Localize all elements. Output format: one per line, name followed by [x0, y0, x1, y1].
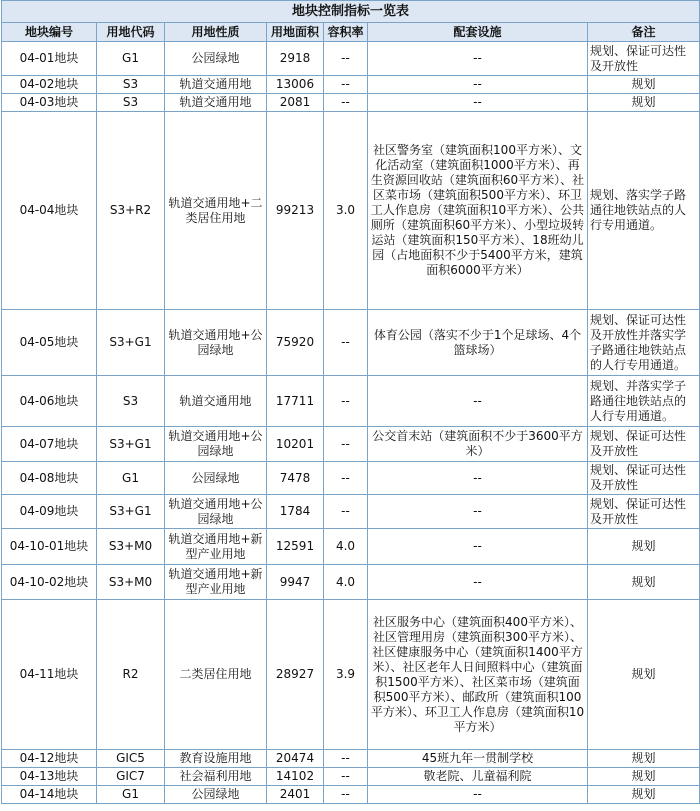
cell-id: 04-04地块: [2, 112, 97, 310]
cell-area: 12591: [267, 529, 324, 565]
cell-far: --: [324, 376, 368, 427]
table-row: [2, 529, 700, 565]
cell-id: 04-08地块: [2, 462, 97, 495]
cell-code: S3+G1: [97, 427, 165, 462]
cell-area: 17711: [267, 376, 324, 427]
cell-code: S3+R2: [97, 112, 165, 310]
table-row: [2, 750, 700, 768]
cell-notes: 规划: [588, 600, 700, 750]
table-row: [2, 112, 700, 310]
cell-use: 轨道交通用地+公园绿地: [165, 310, 267, 376]
cell-use: 公园绿地: [165, 42, 267, 76]
cell-notes: 规划、保证可达性及开放性: [588, 42, 700, 76]
table-title: 地块控制指标一览表: [2, 1, 700, 23]
cell-use: 轨道交通用地: [165, 376, 267, 427]
table-row: [2, 768, 700, 786]
header-code: 用地代码: [97, 23, 165, 42]
cell-code: S3+G1: [97, 495, 165, 529]
cell-use: 轨道交通用地: [165, 76, 267, 94]
table-row: [2, 42, 700, 76]
cell-notes: 规划、保证可达性及开放性: [588, 427, 700, 462]
cell-use: 教育设施用地: [165, 750, 267, 768]
cell-far: 3.0: [324, 112, 368, 310]
cell-id: 04-13地块: [2, 768, 97, 786]
cell-facility: 社区警务室（建筑面积100平方米）、文化活动室（建筑面积1000平方米）、再生资源回收站（建筑面积60平方米）、社区菜市场（建筑面积500平方米）、环卫工人作息房（建筑面积10平方米）、公共厕所（建筑面积60平方米）、小型垃圾转运站（建筑面积150平方米）、18班幼儿园（占地面积不少于5400平方米，建筑面积6000平方米）: [368, 112, 588, 310]
table-row: [2, 495, 700, 529]
cell-facility: --: [368, 495, 588, 529]
header-facility: 配套设施: [368, 23, 588, 42]
cell-code: G1: [97, 786, 165, 804]
cell-far: --: [324, 495, 368, 529]
cell-facility: --: [368, 94, 588, 112]
cell-notes: 规划: [588, 565, 700, 600]
cell-area: 13006: [267, 76, 324, 94]
cell-facility: --: [368, 42, 588, 76]
table-row: [2, 786, 700, 804]
cell-id: 04-03地块: [2, 94, 97, 112]
cell-far: --: [324, 42, 368, 76]
cell-code: G1: [97, 462, 165, 495]
cell-notes: 规划、保证可达性及开放性并落实学子路通往地铁站点的人行专用通道。: [588, 310, 700, 376]
cell-facility: 社区服务中心（建筑面积400平方米）、社区管理用房（建筑面积300平方米）、社区健康服务中心（建筑面积1400平方米）、社区老年人日间照料中心（建筑面积1500平方米）、社区菜市场（建筑面积500平方米）、邮政所（建筑面积100平方米）、环卫工人作息房（建筑面积10平方米）: [368, 600, 588, 750]
cell-id: 04-10-02地块: [2, 565, 97, 600]
cell-facility: --: [368, 565, 588, 600]
cell-facility: --: [368, 786, 588, 804]
cell-notes: 规划、保证可达性及开放性: [588, 495, 700, 529]
cell-facility: --: [368, 462, 588, 495]
table-row: [2, 310, 700, 376]
cell-notes: 规划: [588, 94, 700, 112]
cell-notes: 规划、落实学子路通往地铁站点的人行专用通道。: [588, 112, 700, 310]
cell-code: S3+M0: [97, 565, 165, 600]
cell-facility: --: [368, 376, 588, 427]
cell-code: S3: [97, 376, 165, 427]
cell-use: 轨道交通用地+新型产业用地: [165, 565, 267, 600]
cell-area: 28927: [267, 600, 324, 750]
cell-far: 4.0: [324, 529, 368, 565]
cell-id: 04-09地块: [2, 495, 97, 529]
cell-far: 3.9: [324, 600, 368, 750]
cell-far: --: [324, 76, 368, 94]
cell-use: 轨道交通用地+新型产业用地: [165, 529, 267, 565]
table-row: [2, 94, 700, 112]
cell-area: 99213: [267, 112, 324, 310]
cell-code: GIC7: [97, 768, 165, 786]
cell-code: GIC5: [97, 750, 165, 768]
header-row: [2, 23, 700, 42]
table-row: [2, 600, 700, 750]
cell-code: R2: [97, 600, 165, 750]
cell-area: 2401: [267, 786, 324, 804]
header-notes: 备注: [588, 23, 700, 42]
cell-facility: 45班九年一贯制学校: [368, 750, 588, 768]
table-row: [2, 76, 700, 94]
cell-id: 04-07地块: [2, 427, 97, 462]
cell-far: --: [324, 310, 368, 376]
cell-facility: --: [368, 76, 588, 94]
cell-far: --: [324, 786, 368, 804]
cell-notes: 规划: [588, 786, 700, 804]
table-row: [2, 462, 700, 495]
cell-use: 二类居住用地: [165, 600, 267, 750]
cell-use: 轨道交通用地: [165, 94, 267, 112]
cell-far: --: [324, 427, 368, 462]
cell-id: 04-14地块: [2, 786, 97, 804]
header-use: 用地性质: [165, 23, 267, 42]
cell-notes: 规划: [588, 750, 700, 768]
table-row: [2, 427, 700, 462]
cell-far: --: [324, 768, 368, 786]
cell-facility: 敬老院、儿童福利院: [368, 768, 588, 786]
cell-notes: 规划: [588, 768, 700, 786]
cell-area: 75920: [267, 310, 324, 376]
cell-area: 2081: [267, 94, 324, 112]
cell-use: 轨道交通用地+公园绿地: [165, 427, 267, 462]
cell-area: 1784: [267, 495, 324, 529]
cell-notes: 规划: [588, 529, 700, 565]
cell-use: 轨道交通用地+二类居住用地: [165, 112, 267, 310]
cell-code: S3: [97, 76, 165, 94]
cell-code: G1: [97, 42, 165, 76]
cell-far: --: [324, 94, 368, 112]
cell-area: 10201: [267, 427, 324, 462]
cell-notes: 规划、保证可达性及开放性: [588, 462, 700, 495]
land-control-table: [1, 0, 700, 804]
table-row: [2, 376, 700, 427]
table-row: [2, 565, 700, 600]
cell-use: 公园绿地: [165, 462, 267, 495]
cell-area: 7478: [267, 462, 324, 495]
cell-id: 04-10-01地块: [2, 529, 97, 565]
cell-area: 9947: [267, 565, 324, 600]
cell-area: 20474: [267, 750, 324, 768]
cell-far: --: [324, 750, 368, 768]
cell-id: 04-11地块: [2, 600, 97, 750]
cell-code: S3+M0: [97, 529, 165, 565]
cell-id: 04-06地块: [2, 376, 97, 427]
cell-facility: 公交首末站（建筑面积不少于3600平方米）: [368, 427, 588, 462]
cell-id: 04-05地块: [2, 310, 97, 376]
cell-far: 4.0: [324, 565, 368, 600]
cell-far: --: [324, 462, 368, 495]
cell-code: S3+G1: [97, 310, 165, 376]
header-area: 用地面积: [267, 23, 324, 42]
cell-id: 04-02地块: [2, 76, 97, 94]
cell-code: S3: [97, 94, 165, 112]
cell-use: 社会福利用地: [165, 768, 267, 786]
cell-notes: 规划、并落实学子路通往地铁站点的人行专用通道。: [588, 376, 700, 427]
cell-area: 2918: [267, 42, 324, 76]
cell-facility: 体育公园（落实不少于1个足球场、4个篮球场）: [368, 310, 588, 376]
cell-area: 14102: [267, 768, 324, 786]
cell-id: 04-12地块: [2, 750, 97, 768]
cell-use: 公园绿地: [165, 786, 267, 804]
cell-id: 04-01地块: [2, 42, 97, 76]
header-far: 容积率: [324, 23, 368, 42]
cell-use: 轨道交通用地+公园绿地: [165, 495, 267, 529]
cell-facility: --: [368, 529, 588, 565]
cell-notes: 规划: [588, 76, 700, 94]
header-id: 地块编号: [2, 23, 97, 42]
